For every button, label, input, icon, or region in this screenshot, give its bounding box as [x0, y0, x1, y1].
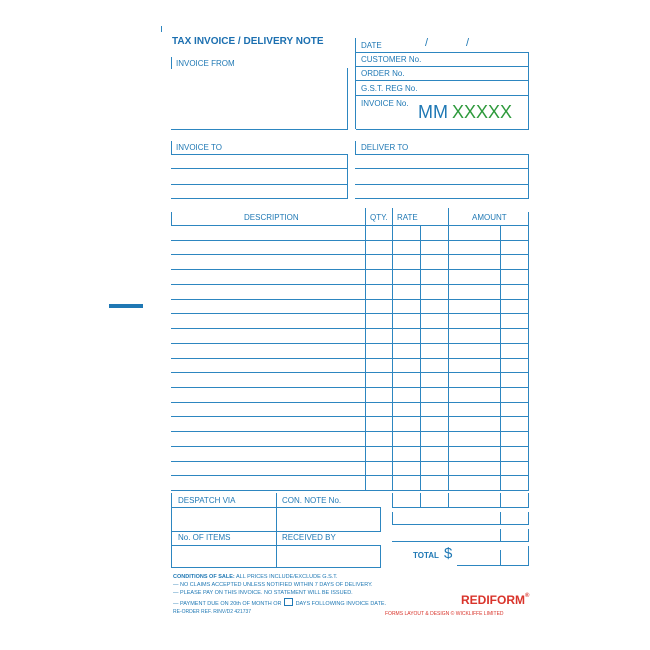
table-row-line [171, 328, 529, 329]
conditions-heading: CONDITIONS OF SALE: [173, 574, 235, 580]
days-following-text: DAYS FOLLOWING INVOICE DATE. [295, 601, 387, 607]
invoice-to-line-4 [171, 198, 348, 199]
table-row-line [171, 358, 529, 359]
items-right-border [380, 545, 381, 568]
total-line [457, 565, 529, 566]
table-row-line [171, 446, 529, 447]
column-header-amount: AMOUNT [472, 213, 507, 222]
deliver-to-right-border [528, 154, 529, 199]
order-no-row-line [356, 80, 529, 81]
invoice-to-line-3 [171, 184, 348, 185]
total-currency-symbol: $ [444, 545, 453, 562]
table-header-bottom-line [171, 225, 529, 226]
subtotal-line-3 [392, 541, 529, 542]
table-row-line [171, 299, 529, 300]
conditions-line-3: — PLEASE PAY ON THIS INVOICE. NO STATEMENT WILL BE ISSUED. [173, 590, 353, 596]
gst-reg-row-line [356, 95, 529, 96]
conditions-line-4 [173, 598, 386, 608]
con-note-label: CON. NOTE No. [282, 496, 342, 505]
invoice-from-right-border [347, 68, 348, 129]
rate-amount-divider [448, 208, 449, 490]
header-right-block-right-border [528, 52, 529, 130]
items-block-bottom [171, 567, 381, 568]
table-row-line [171, 402, 529, 403]
table-row-line [171, 313, 529, 314]
table-row-line [171, 387, 529, 388]
invoice-no-value: XXXXX [452, 102, 513, 122]
copyright-notice: FORMS LAYOUT & DESIGN © WICKLIFFE LIMITED [385, 611, 504, 617]
table-right-border [528, 225, 529, 490]
subtotal-line-2 [392, 524, 529, 525]
table-row-line [171, 240, 529, 241]
table-row-line [171, 269, 529, 270]
table-row-line [171, 284, 529, 285]
subtotal-tick-6 [392, 512, 393, 524]
amount-cents-divider [500, 225, 501, 490]
deliver-to-line-4 [355, 198, 529, 199]
customer-no-row-line [356, 66, 529, 67]
subtotal-tick-8 [528, 512, 529, 524]
invoice-to-label: INVOICE TO [176, 143, 222, 152]
subtotal-tick-5 [528, 493, 529, 507]
subtotal-tick-4 [500, 493, 501, 507]
invoice-to-left-tick [171, 141, 172, 154]
conditions-line-1 [173, 574, 338, 581]
table-row-line [171, 431, 529, 432]
deliver-to-label: DELIVER TO [361, 143, 409, 152]
amount-header-right-tick [528, 212, 529, 225]
subtotal-tick-2 [420, 493, 421, 507]
subtotal-line-1 [392, 507, 529, 508]
subtotal-tick-9 [500, 529, 501, 541]
customer-no-label: CUSTOMER No. [361, 55, 422, 64]
invoice-from-left-tick [171, 57, 172, 69]
table-header-left-tick [171, 212, 172, 225]
subtotal-tick-1 [392, 493, 393, 507]
invoice-from-label: INVOICE FROM [176, 59, 235, 68]
deliver-to-line-3 [355, 184, 529, 185]
table-row-line [171, 372, 529, 373]
total-tick-2 [528, 546, 529, 565]
despatch-right-border [380, 507, 381, 532]
table-row-line [171, 475, 529, 476]
despatch-row-line [171, 507, 381, 508]
items-row-line [171, 545, 381, 546]
gst-reg-label: G.S.T. REG No. [361, 84, 418, 93]
description-qty-divider [365, 208, 366, 490]
qty-rate-divider [392, 208, 393, 490]
conditions-line-2: — NO CLAIMS ACCEPTED UNLESS NOTIFIED WITHIN 7 DAYS OF DELIVERY. [173, 582, 373, 588]
header-right-block-bottom [356, 129, 529, 130]
invoice-to-line-1 [171, 154, 348, 155]
despatch-via-label: DESPATCH VIA [178, 496, 236, 505]
form-title: TAX INVOICE / DELIVERY NOTE [172, 36, 324, 47]
total-label: TOTAL [413, 551, 439, 560]
despatch-block-bottom [171, 531, 381, 532]
invoice-from-bottom-border [171, 129, 348, 130]
table-row-line [171, 254, 529, 255]
table-row-line [171, 343, 529, 344]
deliver-to-line-1 [355, 154, 529, 155]
table-row-line [171, 416, 529, 417]
subtotal-tick-7 [500, 512, 501, 524]
payment-due-text: — PAYMENT DUE ON 20th OF MONTH OR [173, 601, 282, 607]
despatch-left-border [171, 493, 172, 567]
rate-extra-divider [420, 225, 421, 490]
invoice-no-prefix: MM [418, 102, 448, 122]
column-header-qty: QTY. [370, 213, 388, 222]
column-header-description: DESCRIPTION [244, 213, 299, 222]
reorder-reference: RE-ORDER REF. RINV/D2 421737 [173, 609, 252, 615]
date-separator-1: / [425, 37, 429, 49]
rediform-logo [461, 593, 529, 607]
invoice-no-label: INVOICE No. [361, 99, 409, 108]
received-by-label: RECEIVED BY [282, 533, 336, 542]
days-checkbox[interactable] [284, 598, 293, 606]
brand-name: REDIFORM [461, 593, 525, 607]
despatch-middle-divider [276, 493, 277, 567]
order-no-label: ORDER No. [361, 69, 405, 78]
date-separator-2: / [466, 37, 470, 49]
invoice-to-right-border [347, 154, 348, 199]
conditions-gst-note: ALL PRICES INCLUDE/EXCLUDE G.S.T. [235, 574, 338, 580]
table-row-line [171, 461, 529, 462]
date-label: DATE [361, 41, 382, 50]
column-header-rate: RATE [397, 213, 418, 222]
no-of-items-label: No. OF ITEMS [178, 533, 231, 542]
total-tick-1 [500, 550, 501, 565]
side-margin-bar [109, 304, 143, 308]
registered-mark: ® [525, 593, 530, 599]
deliver-to-left-tick [355, 141, 356, 154]
date-row-line [356, 52, 529, 53]
subtotal-tick-10 [528, 529, 529, 541]
deliver-to-line-2 [355, 168, 529, 169]
top-tick-mark [161, 26, 162, 32]
subtotal-tick-3 [448, 493, 449, 507]
invoice-to-line-2 [171, 168, 348, 169]
table-row-line [171, 490, 529, 491]
